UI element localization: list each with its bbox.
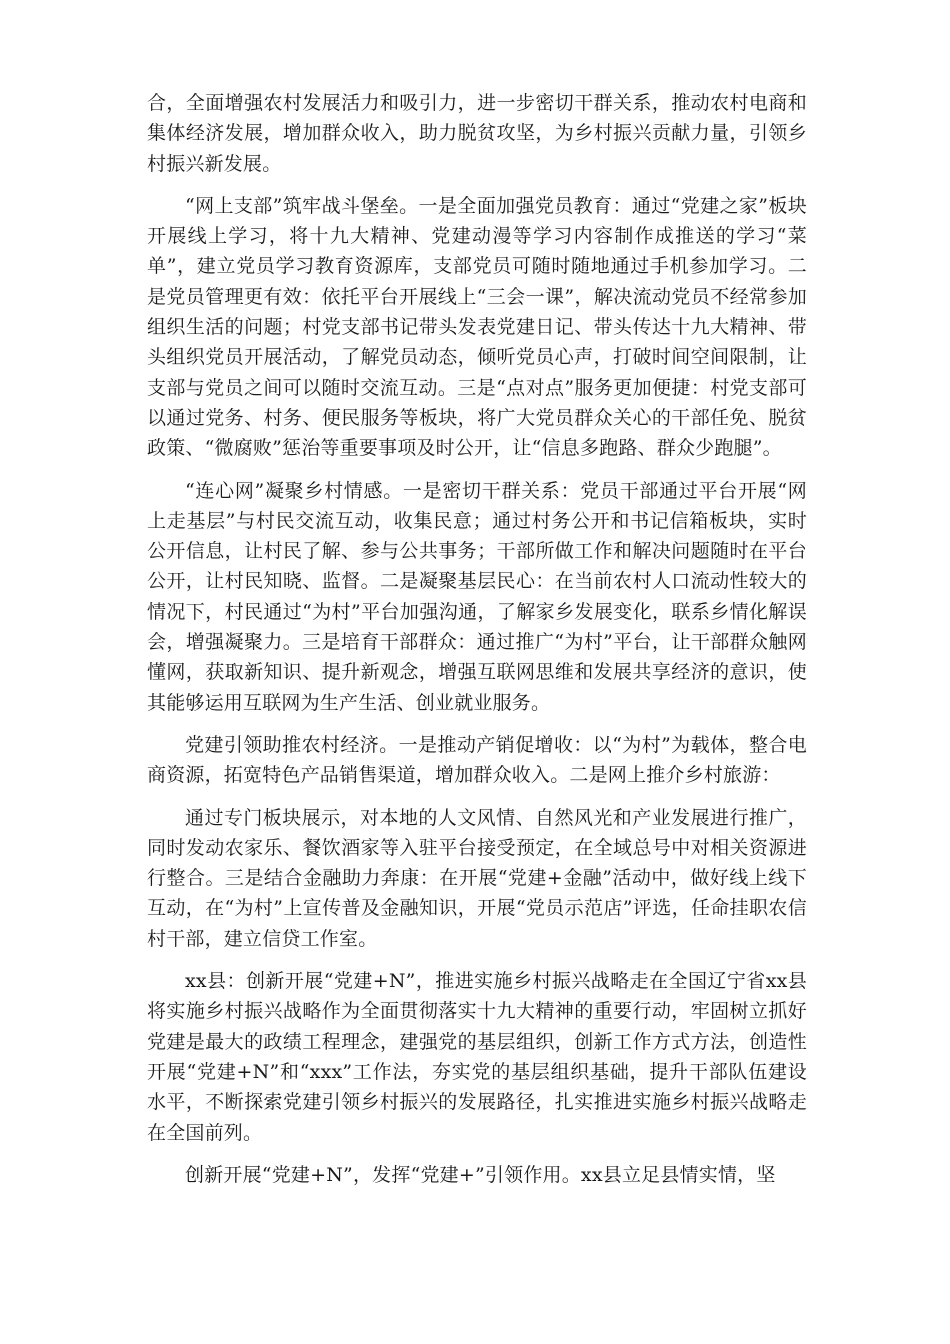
paragraph-connected-network: “连心网”凝聚乡村情感。一是密切干群关系：党员干部通过平台开展“网上走基层”与村民交流互动，收集民意；通过村务公开和书记信箱板块，实时公开信息，让村民了解、参与公共事务；干部所做工作和解决问题随时在平台公开，让村民知晓、监督。二是凝聚基层民心：在当前农村人口流动性较大的情况下，村民通过“为村”平台加强沟通，了解家乡发展变化，联系乡情化解误会，增强凝聚力。三是培育干部群众：通过推广“为村”平台，让干部群众触网懂网，获取新知识、提升新观念，增强互联网思维和发展共享经济的意识，使其能够运用互联网为生产生活、创业就业服务。	[147, 479, 807, 714]
paragraph-party-building-plus: 创新开展“党建+N”，发挥“党建+”引领作用。xx县立足县情实情，坚	[185, 1163, 776, 1186]
paragraph-rural-economy: 党建引领助推农村经济。一是推动产销促增收：以“为村”为载体，整合电商资源，拓宽特色产品销售渠道，增加群众收入。二是网上推介乡村旅游：	[147, 733, 807, 787]
paragraph-county-party-building: xx县：创新开展“党建+N”，推进实施乡村振兴战略走在全国辽宁省xx县将实施乡村振兴战略作为全面贯彻落实十九大精神的重要行动，牢固树立抓好党建是最大的政绩工程理念，建强党的基层组织，创新工作方式方法，创造性开展“党建+N”和“xxx”工作法，夯实党的基层组织基础，提升干部队伍建设水平，不断探索党建引领乡村振兴的发展路径，扎实推进实施乡村振兴战略走在全国前列。	[147, 970, 807, 1144]
paragraph-continuation: 合，全面增强农村发展活力和吸引力，进一步密切干群关系，推动农村电商和集体经济发展，增加群众收入，助力脱贫攻坚，为乡村振兴贡献力量，引领乡村振兴新发展。	[147, 92, 807, 175]
paragraph-online-branch: “网上支部”筑牢战斗堡垒。一是全面加强党员教育：通过“党建之家”板块开展线上学习，将十九大精神、党建动漫等学习内容制作成推送的学习“菜单”，建立党员学习教育资源库，支部党员可随时随地通过手机参加学习。二是党员管理更有效：依托平台开展线上“三会一课”，解决流动党员不经常参加组织生活的问题；村党支部书记带头发表党建日记、带头传达十九大精神、带头组织党员开展活动，了解党员动态，倾听党员心声，打破时间空间限制，让支部与党员之间可以随时交流互动。三是“点对点”服务更加便捷：村党支部可以通过党务、村务、便民服务等板块，将广大党员群众关心的干部任免、脱贫政策、“微腐败”惩治等重要事项及时公开，让“信息多跑路、群众少跑腿”。	[147, 194, 807, 460]
paragraph-tourism-finance: 通过专门板块展示，对本地的人文风情、自然风光和产业发展进行推广，同时发动农家乐、餐饮酒家等入驻平台接受预定，在全域总号中对相关资源进行整合。三是结合金融助力奔康：在开展“党建+金融”活动中，做好线上线下互动，在“为村”上宣传普及金融知识，开展“党员示范店”评选，任命挂职农信村干部，建立信贷工作室。	[147, 806, 807, 950]
document-body	[147, 88, 807, 1190]
